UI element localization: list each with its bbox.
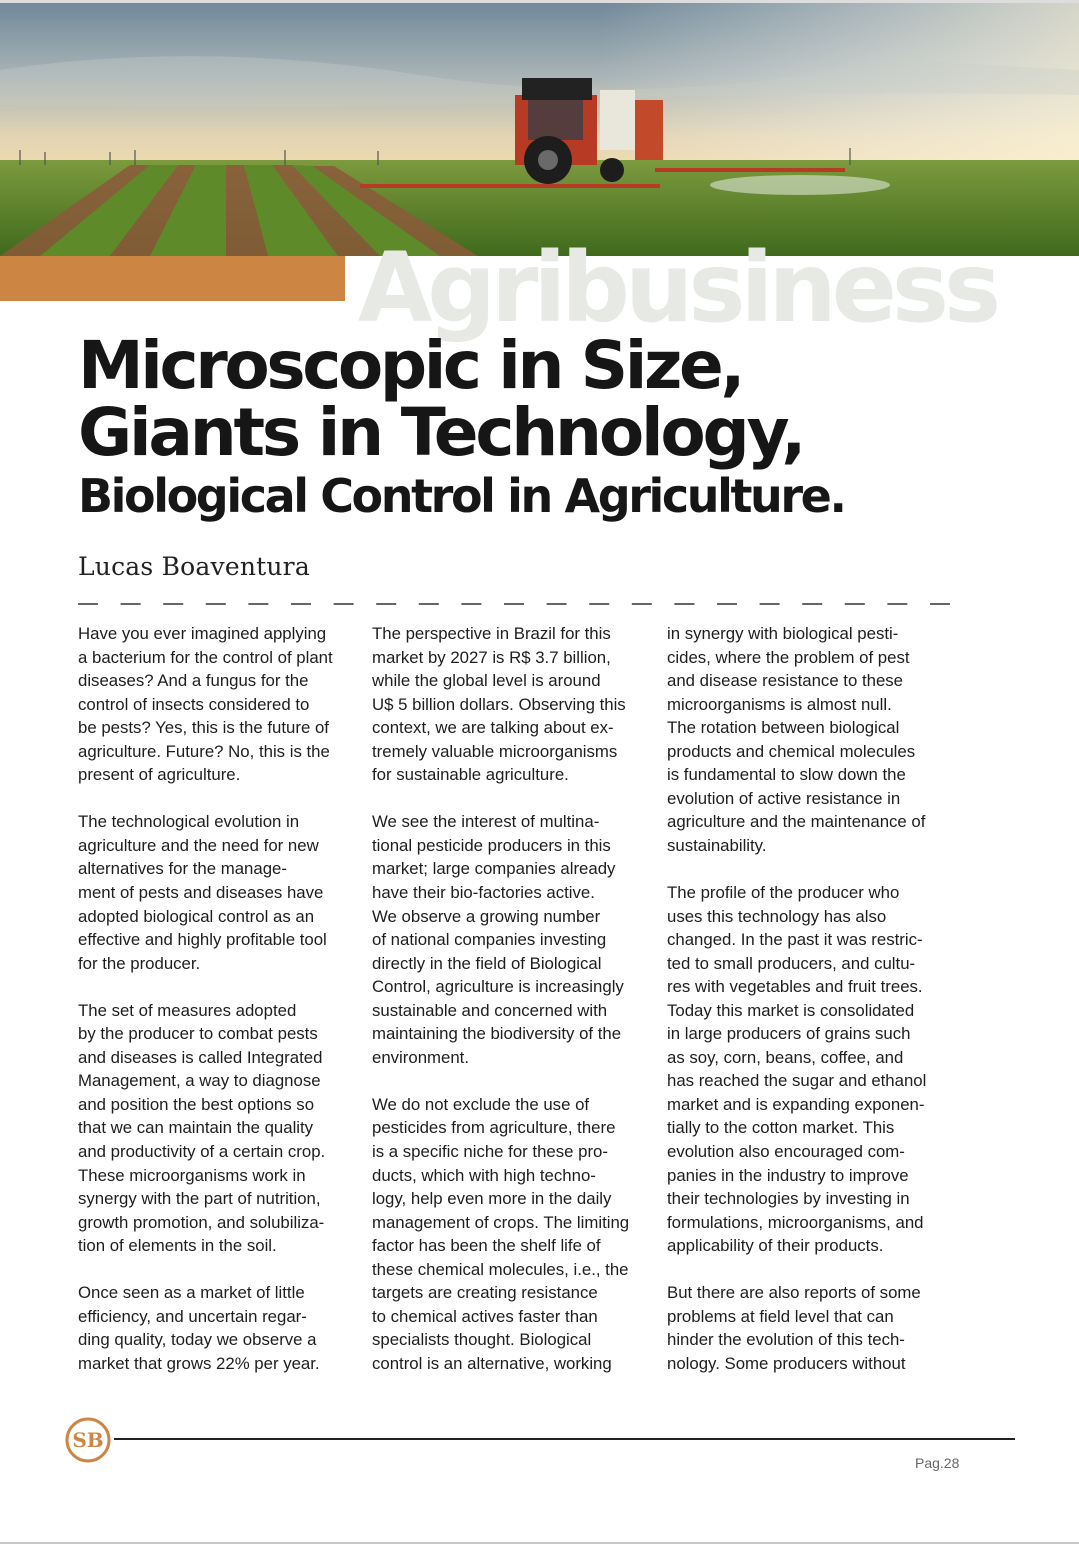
author-byline: Lucas Boaventura [78, 552, 310, 581]
headline-line-2: Giants in Technology, [78, 394, 804, 471]
paragraph: Have you ever imagined applying a bacterium for the control of plant diseases? And a fungus for the control of insects considered to be pests? Yes, this is the future of agriculture. Future? No, this is the present of agriculture. [78, 624, 333, 785]
accent-bar [0, 256, 345, 301]
section-watermark: Agribusiness [358, 232, 997, 344]
paragraph: The technological evolution in agriculture and the need for new alternatives for the manage- ment of pests and diseases have adopted biological control as an effective and highly profitable tool for the producer. [78, 812, 327, 973]
footer-rule [114, 1438, 1015, 1440]
paragraph: We see the interest of multina- tional pesticide producers in this market; large companies already have their bio-factories active. We observe a growing number of national companies investing directly in the field of Biological Control, agriculture is increasingly sustainable and concerned with maintaining the biodiversity of the environment. [372, 812, 624, 1067]
sb-logo-icon [64, 1416, 112, 1464]
headline-line-1: Microscopic in Size, [78, 327, 743, 404]
page-edge-line [0, 1542, 1079, 1544]
hero-image [0, 0, 1079, 256]
paragraph: The set of measures adopted by the producer to combat pests and diseases is called Integrated Management, a way to diagnose and position the best options so that we can maintain the quality and productivity of a certain crop. These microorganisms work in synergy with the part of nutrition, growth promotion, and solubiliza- tion of elements in the soil. [78, 1000, 326, 1256]
headline-subtitle: Biological Control in Agriculture. [78, 469, 845, 523]
paragraph: But there are also reports of some problems at field level that can hinder the evolution of this tech- nology. Some producers without [667, 1283, 921, 1373]
logo-text: SB [72, 1428, 104, 1452]
paragraph: in synergy with biological pesti- cides, where the problem of pest and disease resistance to these microorganisms is almost null. The rotation between biological products and chemical molecules is fundamental to slow down the evolution of active resistance in agriculture and the maintenance of sustainability. [667, 624, 926, 855]
paragraph: We do not exclude the use of pesticides from agriculture, there is a specific niche for these pro- ducts, which with high techno- logy, help even more in the daily management of crops. The limiting factor has been the shelf life of these chemical molecules, i.e., the targets are creating resistance to chemical actives faster than specialists thought. Biological control is an alternative, working [372, 1094, 630, 1373]
paragraph: The profile of the producer who uses this technology has also changed. In the past it was restric- ted to small producers, and cultu- res with vegetables and fruit trees. Today this market is consolidated in large producers of grains such as soy, corn, beans, coffee, and has reached the sugar and ethanol market and is expanding exponen- tially to the cotton market. This evolution also encouraged com- panies in the industry to improve their technologies by investing in formulations, microorganisms, and applicability of their products. [667, 883, 927, 1256]
article-column-2 [372, 622, 662, 1399]
article-column-1 [78, 622, 368, 1399]
article-column-3 [667, 622, 957, 1399]
dashed-divider [78, 603, 953, 605]
page-number: Pag.28 [915, 1455, 960, 1471]
tractor-field-illustration [0, 0, 1079, 256]
paragraph: Once seen as a market of little efficiency, and uncertain regar- ding quality, today we observe a market that grows 22% per year. [78, 1283, 320, 1373]
paragraph: The perspective in Brazil for this market by 2027 is R$ 3.7 billion, while the global level is around U$ 5 billion dollars. Observing this context, we are talking about ex- tremely valuable microorganisms for sustainable agriculture. [372, 624, 626, 785]
